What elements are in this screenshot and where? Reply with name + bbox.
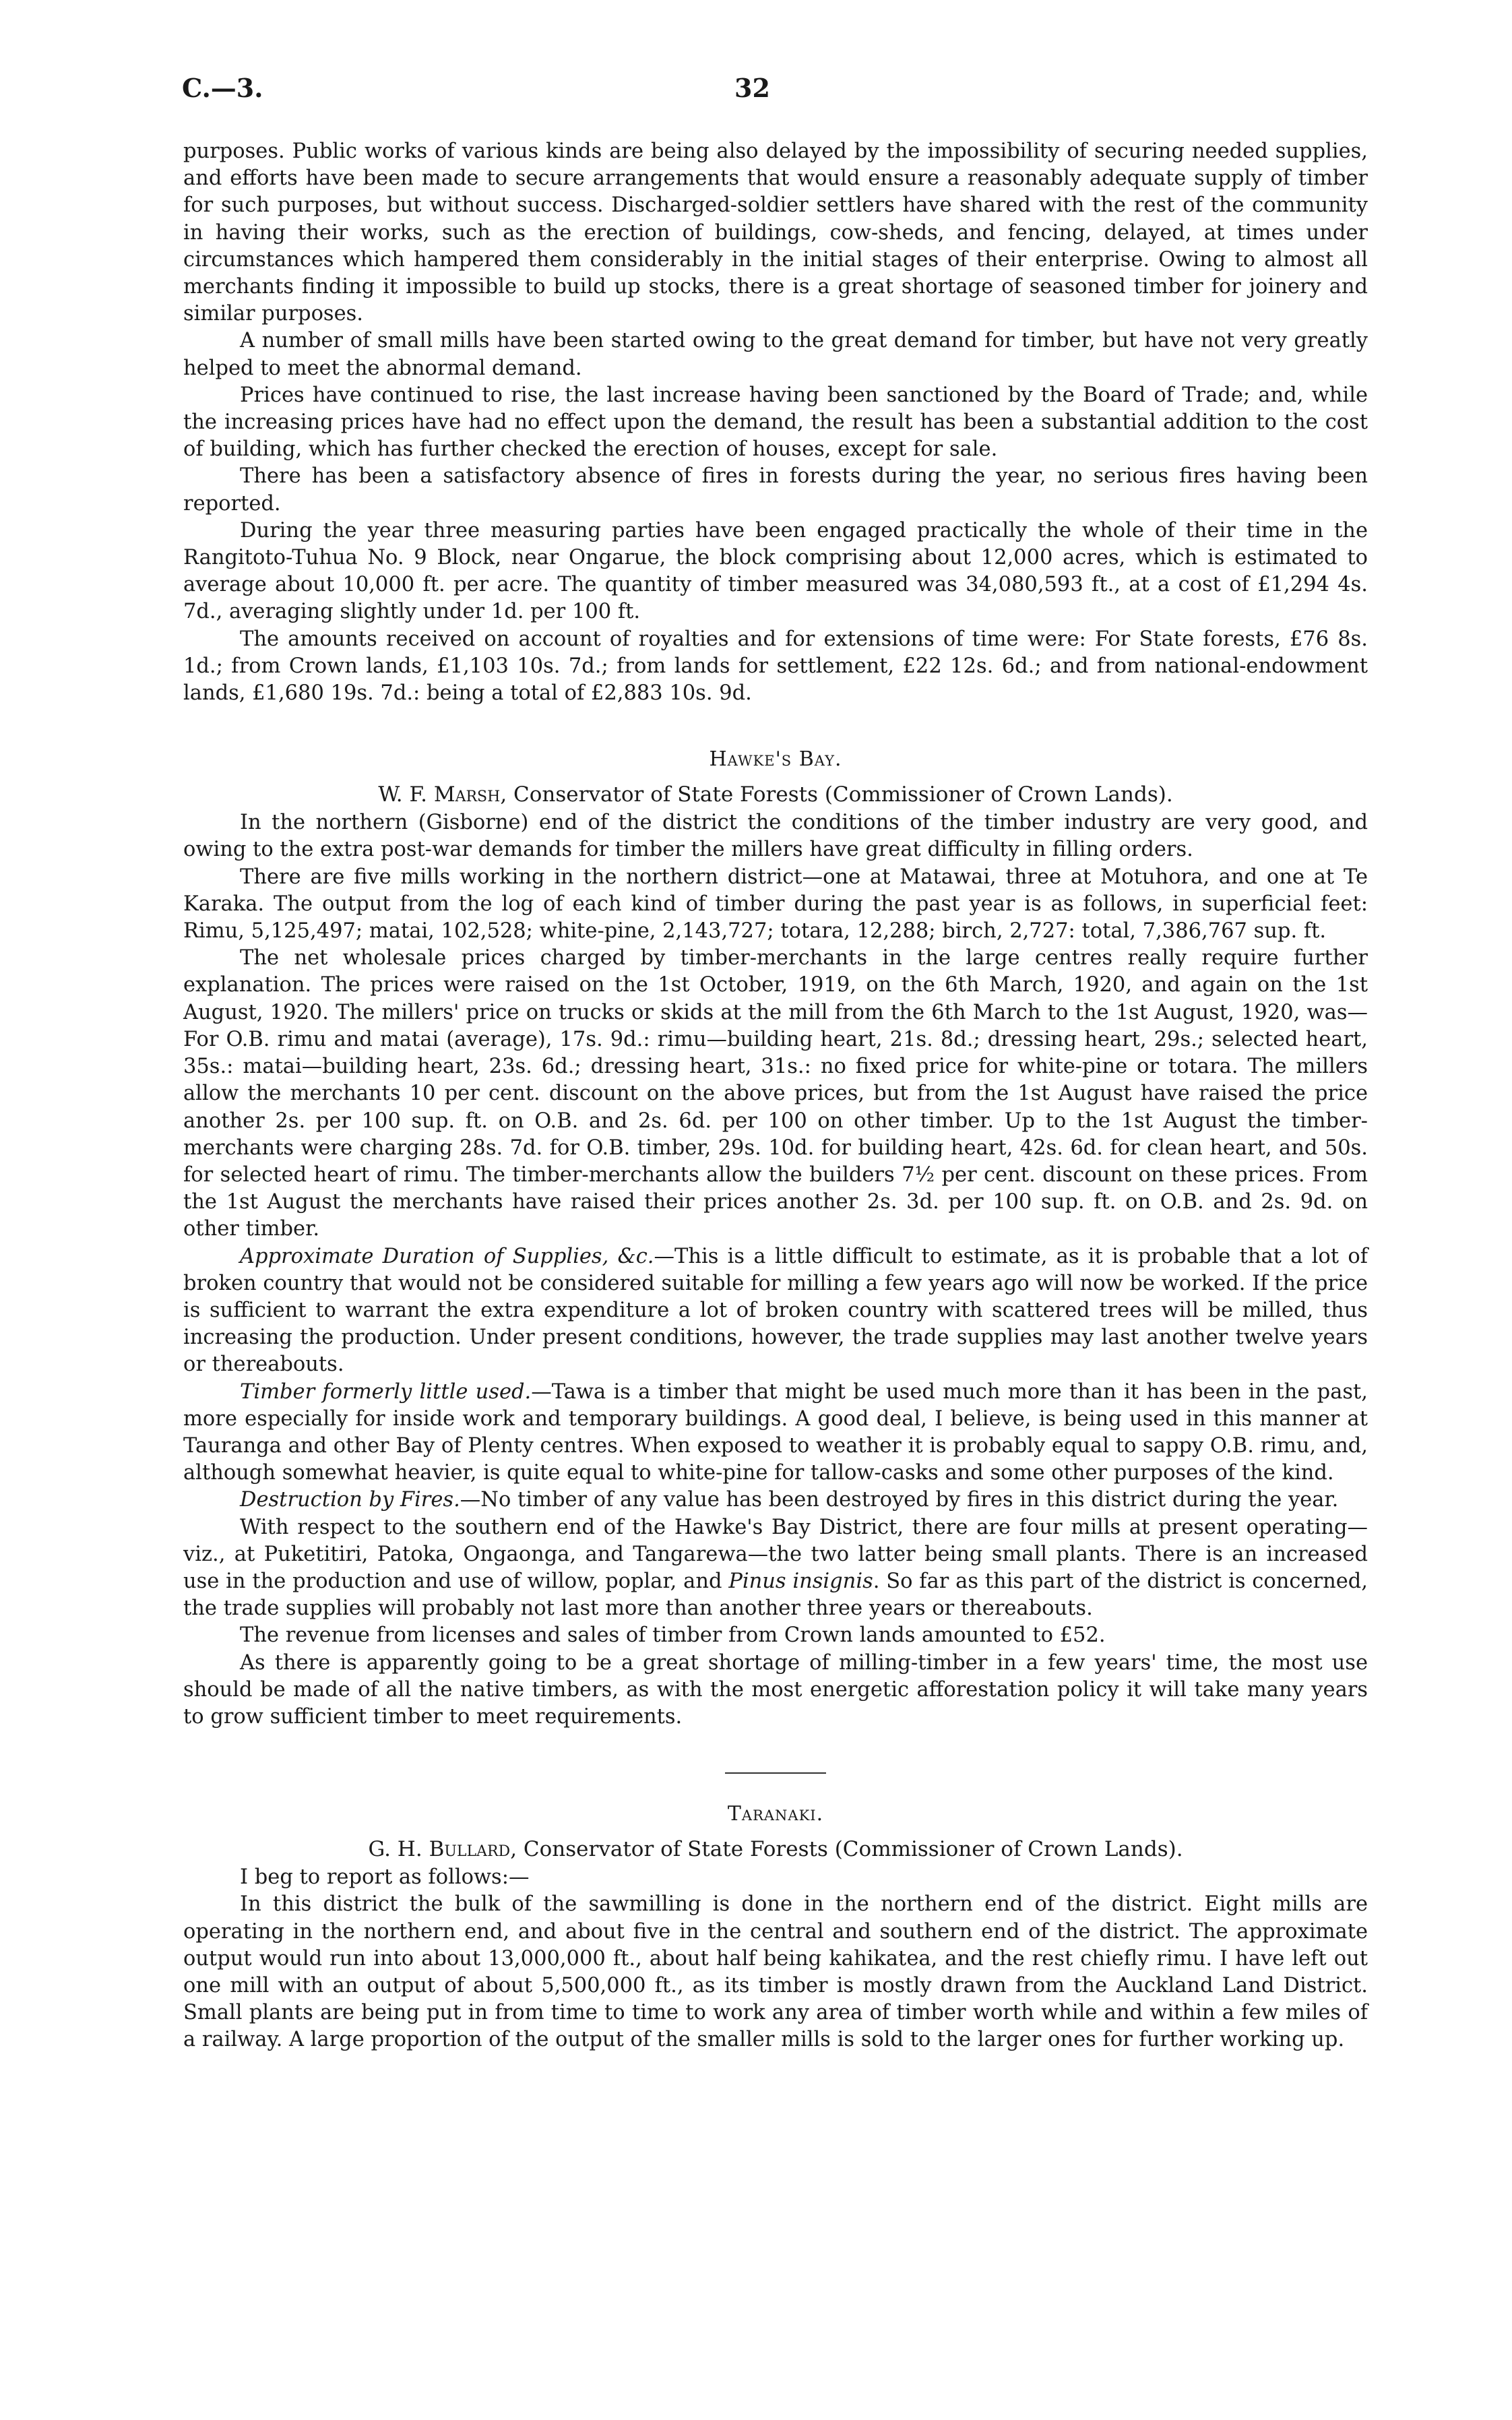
paragraph-text: —No timber of any value has been destroyed by fires in this district during the year. [460, 1488, 1339, 1512]
paragraph-italic: Pinus insignis [728, 1569, 873, 1593]
paragraph-lead: Destruction by Fires. [240, 1488, 460, 1512]
paragraph: purposes. Public works of various kinds are being also delayed by the impossibility of securing needed supplies, and efforts have been made to secure arrangements that would ensure a reasonably adequate supply of timber for such purposes, but without success. Discharged-soldier settlers have shared with the rest of the community in having their works, such as the erection of buildings, cow-sheds, and fencing, delayed, at times under circumstances which hampered them considerably in the initial stages of their enterprise. Owing to almost all merchants finding it impossible to build up stocks, there is a great shortage of seasoned timber for joinery and similar purposes. [183, 139, 1368, 326]
officer-role: , Conservator of State Forests (Commissioner of Crown Lands). [500, 782, 1173, 807]
officer-initials: W. F. [378, 782, 427, 807]
paragraph: There has been a satisfactory absence of fires in forests during the year, no serious fires having been reported. [183, 464, 1368, 516]
officer-name: Marsh [433, 782, 501, 807]
document-code: C.—3. [182, 73, 263, 103]
paragraph: In this district the bulk of the sawmilling is done in the northern end of the district. Eight mills are operating in the northern end, and about five in the central and southern end of the district. The approximate output would run into about 13,000,000 ft., about half being kahikatea, and the rest chiefly rimu. I have left out one mill with an output of about 5,500,000 ft., as its timber is mostly drawn from the Auckland Land District. Small plants are being put in from time to time to work any area of timber worth while and within a few miles of a railway. A large proportion of the output of the smaller mills is sold to the larger ones for further working up. [183, 1892, 1368, 2052]
section-title-hawkes-bay: Hawke's Bay. [709, 747, 842, 772]
page-body [183, 138, 1368, 2054]
section-title-taranaki: Taranaki. [727, 1802, 824, 1826]
paragraph-text: —This is a little difficult to estimate, as it is probable that a lot of broken country that would not be considered suitable for milling a few years ago will now be worked. If the price is sufficient to warrant the extra expenditure a lot of broken country with scattered trees will be milled, thus increasing the production. Under present conditions, however, the trade supplies may last another twelve years or thereabouts. [183, 1244, 1368, 1377]
paragraph-text: With respect to the southern end of the Hawke's Bay District, there are four mills at present operating—viz., at Puketitiri, Patoka, Ongaonga, and Tangarewa—the two latter being small plants. There is an increased use in the production and use of willow, poplar, and [183, 1515, 1368, 1593]
section-officer-line [183, 1834, 1368, 1864]
section-officer-line [183, 780, 1368, 809]
officer-name: Bullard [429, 1837, 511, 1862]
page-number: 32 [734, 73, 770, 103]
paragraph-lead: Timber formerly little used. [240, 1379, 532, 1404]
paragraph-text: . So far as this part of the district is concerned, the trade supplies will probably not last more than another three years or thereabouts. [183, 1569, 1368, 1621]
page-header [182, 73, 1368, 113]
paragraph: In the northern (Gisborne) end of the district the conditions of the timber industry are very good, and owing to the extra post-war demands for timber the millers have great difficulty in filling orders. [183, 811, 1368, 862]
paragraph: The net wholesale prices charged by timber-merchants in the large centres really require further explanation. The prices were raised on the 1st October, 1919, on the 6th March, 1920, and again on the 1st August, 1920. The millers' price on trucks or skids at the mill from the 6th March to the 1st August, 1920, was—For O.B. rimu and matai (average), 17s. 9d.: rimu—building heart, 21s. 8d.; dressing heart, 29s.; selected heart, 35s.: matai—building heart, 23s. 6d.; dressing heart, 31s.: no fixed price for white-pine or totara. The millers allow the merchants 10 per cent. discount on the above prices, but from the 1st August have raised the price another 2s. per 100 sup. ft. on O.B. and 2s. 6d. per 100 on other timber. Up to the 1st August the timber-merchants were charging 28s. 7d. for O.B. timber, 29s. 10d. for building heart, 42s. 6d. for clean heart, and 50s. for selected heart of rimu. The timber-merchants allow the builders 7½ per cent. discount on these prices. From the 1st August the merchants have raised their prices another 2s. 3d. per 100 sup. ft. on O.B. and 2s. 9d. on other timber. [183, 946, 1368, 1241]
paragraph: Prices have continued to rise, the last increase having been sanctioned by the Board of Trade; and, while the increasing prices have had no effect upon the demand, the result has been a substantial addition to the cost of building, which has further checked the erection of houses, except for sale. [183, 383, 1368, 462]
paragraph: There are five mills working in the northern district—one at Matawai, three at Motuhora, and one at Te Karaka. The output from the log of each kind of timber during the past year is as follows, in superficial feet: Rimu, 5,125,497; matai, 102,528; white-pine, 2,143,727; totara, 12,288; birch, 2,727: total, 7,386,767 sup. ft. [183, 865, 1368, 943]
paragraph [183, 1379, 1368, 1487]
officer-initials: G. H. [368, 1837, 422, 1862]
paragraph [183, 1514, 1368, 1623]
paragraph: As there is apparently going to be a great shortage of milling-timber in a few years' time, the most use should be made of all the native timbers, as with the most energetic afforestation policy it will take many years to grow sufficient timber to meet requirements. [183, 1650, 1368, 1729]
paragraph-lead: Approximate Duration of Supplies, &c. [240, 1244, 654, 1268]
paragraph: During the year three measuring parties have been engaged practically the whole of their time in the Rangitoto-Tuhua No. 9 Block, near Ongarue, the block comprising about 12,000 acres, which is estimated to average about 10,000 ft. per acre. The quantity of timber measured was 34,080,593 ft., at a cost of £1,294 4s. 7d., averaging slightly under 1d. per 100 ft. [183, 518, 1368, 624]
paragraph-text: —Tawa is a timber that might be used much more than it has been in the past, more especially for inside work and temporary buildings. A good deal, I believe, is being used in this manner at Tauranga and other Bay of Plenty centres. When exposed to weather it is probably equal to sappy O.B. rimu, and, although somewhat heavier, is quite equal to white-pine for tallow-casks and some other purposes of the kind. [183, 1379, 1368, 1485]
paragraph: The revenue from licenses and sales of timber from Crown lands amounted to £52. [240, 1623, 1106, 1648]
paragraph: A number of small mills have been started owing to the great demand for timber, but have not very greatly helped to meet the abnormal demand. [183, 329, 1368, 380]
paragraph [183, 1243, 1368, 1379]
paragraph: I beg to report as follows:— [240, 1865, 530, 1890]
paragraph: The amounts received on account of royalties and for extensions of time were: For State forests, £76 8s. 1d.; from Crown lands, £1,103 10s. 7d.; from lands for settlement, £22 12s. 6d.; and from national-endowment lands, £1,680 19s. 7d.: being a total of £2,883 10s. 9d. [183, 627, 1368, 706]
officer-role: , Conservator of State Forests (Commissioner of Crown Lands). [510, 1837, 1183, 1862]
paragraph [183, 1487, 1368, 1514]
section-divider [725, 1772, 826, 1774]
